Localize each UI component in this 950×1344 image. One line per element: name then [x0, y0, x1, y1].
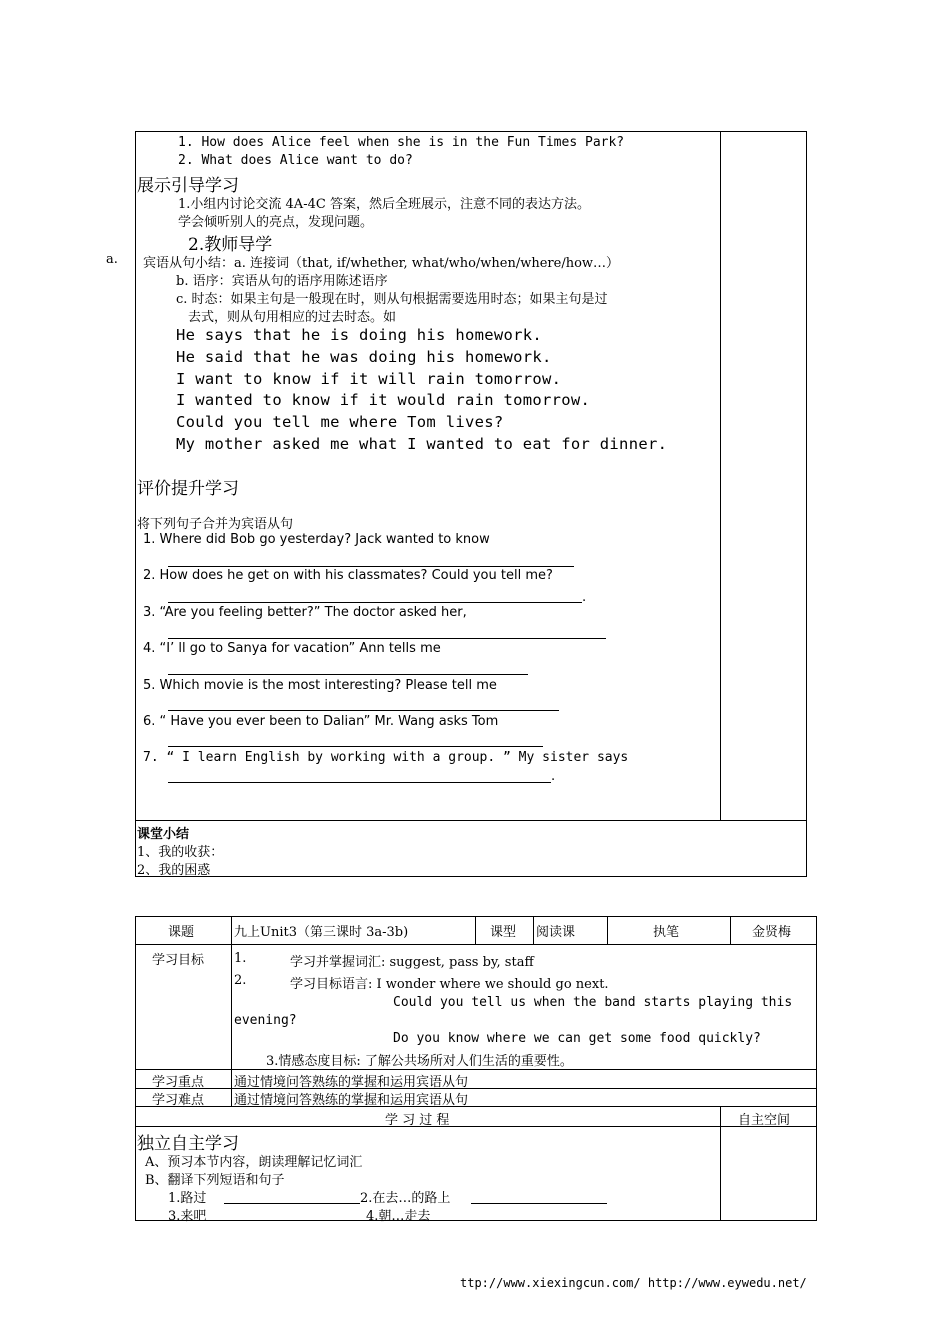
table2-col-writer-label [607, 916, 608, 944]
item-a: A、预习本节内容，朗读理解记忆词汇 [145, 1155, 363, 1170]
display-item-1-cont: 学会倾听别人的亮点，发现问题。 [178, 215, 374, 230]
table1-border-right [806, 131, 807, 877]
table2-col-topic [231, 916, 232, 1106]
eval-instruction: 将下列句子合并为宾语从句 [137, 517, 294, 532]
table1-border-bottom [135, 876, 807, 877]
table2-process-bottom [135, 1126, 817, 1127]
exercise-5: 5. Which movie is the most interesting? Please tell me [143, 678, 497, 693]
exercise-3: 3. “Are you feeling better?” The doctor asked her, [143, 605, 467, 620]
question-1: 1. How does Alice feel when she is in the Fun Times Park? [178, 135, 625, 150]
example-2: He said that he was doing his homework. [176, 348, 552, 366]
example-6: My mother asked me what I wanted to eat for dinner. [176, 435, 668, 453]
exercise-1: 1. Where did Bob go yesterday? Jack wanted to know [143, 532, 490, 547]
exercise-6: 6. “ Have you ever been to Dalian” Mr. Wang asks Tom [143, 714, 499, 729]
question-2: 2. What does Alice want to do? [178, 153, 413, 168]
exercise-7: 7. “ I learn English by working with a group. ” My sister says [143, 750, 629, 765]
exercise-6-blank[interactable] [168, 746, 543, 747]
summary-b: b. 语序：宾语从句的语序用陈述语序 [176, 274, 388, 289]
exercise-1-blank[interactable] [168, 566, 574, 567]
summary-gain: 1、我的收获： [137, 845, 224, 860]
type-label: 课型 [490, 925, 517, 940]
display-item-2: 2.教师导学 [188, 235, 273, 255]
difficulty-value: 通过情境问答熟练的掌握和运用宾语从句 [234, 1093, 469, 1108]
margin-label-a: a. [106, 252, 118, 267]
exercise-2-period: . [582, 590, 587, 605]
exercise-7-blank[interactable] [168, 782, 551, 783]
goal-2-line-3: evening? [234, 1013, 297, 1028]
table2-col-writer-value [730, 916, 731, 944]
phrase-4-blank[interactable] [447, 1220, 595, 1221]
focus-value: 通过情境问答熟练的掌握和运用宾语从句 [234, 1075, 469, 1090]
goal-2-line-4: Do you know where we can get some food quickly? [393, 1031, 761, 1046]
process-label: 学 习 过 程 [385, 1113, 450, 1128]
table2-col-space [720, 1106, 721, 1220]
goal-2: 学习目标语言: I wonder where we should go next. [290, 977, 609, 992]
example-3: I want to know if it will rain tomorrow. [176, 370, 562, 388]
table1-border-top [135, 131, 807, 132]
summary-c: c. 时态：如果主句是一般现在时，则从句根据需要选用时态；如果主句是过 [176, 292, 608, 307]
item-b: B、翻译下列短语和句子 [145, 1173, 285, 1188]
goal-1-num: 1. [234, 951, 247, 966]
summary-confusion: 2、我的困惑 [137, 863, 211, 878]
goal-3: 3.情感态度目标: 了解公共场所对人们生活的重要性。 [266, 1054, 573, 1069]
section-display-heading: 展示引导学习 [137, 176, 239, 196]
table1-divider-row [135, 820, 807, 821]
space-label: 自主空间 [738, 1113, 791, 1128]
goals-label: 学习目标 [152, 953, 205, 968]
exercise-4: 4. “I’ ll go to Sanya for vacation” Ann tells me [143, 641, 441, 656]
phrase-2-blank[interactable] [471, 1203, 607, 1204]
display-item-1: 1.小组内讨论交流 4A-4C 答案，然后全班展示，注意不同的表达方法。 [178, 197, 590, 212]
writer-value: 金贤梅 [752, 925, 792, 940]
exercise-7-period: . [551, 769, 556, 784]
phrase-1: 1.路过 [168, 1191, 207, 1206]
table2-goals-bottom [135, 1069, 817, 1070]
footer-url: ttp://www.xiexingcun.com/ http://www.eywedu.net/ [460, 1276, 807, 1290]
topic-label: 课题 [168, 925, 195, 940]
exercise-4-blank[interactable] [168, 674, 528, 675]
phrase-1-blank[interactable] [224, 1203, 360, 1204]
section-eval-heading: 评价提升学习 [137, 479, 239, 499]
focus-label: 学习重点 [152, 1075, 205, 1090]
goal-1: 学习并掌握词汇: suggest, pass by, staff [290, 955, 534, 970]
summary-a: 宾语从句小结：a. 连接词（that, if/whether, what/who/when/where/how…） [143, 256, 620, 271]
phrase-3: 3.来吧 [168, 1209, 207, 1224]
topic-value: 九上Unit3（第三课时 3a-3b) [234, 925, 409, 940]
example-1: He says that he is doing his homework. [176, 326, 543, 344]
table1-border-left [135, 131, 136, 877]
table2-border-top [135, 916, 817, 917]
exercise-3-blank[interactable] [168, 638, 606, 639]
phrase-3-blank[interactable] [240, 1220, 365, 1221]
self-study-heading: 独立自主学习 [137, 1134, 239, 1154]
phrase-4: 4.朝…走去 [366, 1209, 431, 1224]
writer-label: 执笔 [653, 925, 680, 940]
class-summary-title: 课堂小结 [137, 827, 190, 842]
table1-divider-col [720, 131, 721, 821]
table2-header-bottom [135, 944, 817, 945]
table2-col-type-value [533, 916, 534, 944]
goal-2-num: 2. [234, 973, 247, 988]
exercise-2: 2. How does he get on with his classmates? Could you tell me? [143, 568, 553, 583]
exercise-2-blank[interactable] [168, 602, 582, 603]
example-5: Could you tell me where Tom lives? [176, 413, 504, 431]
type-value: 阅读课 [536, 925, 576, 940]
example-4: I wanted to know if it would rain tomorrow. [176, 391, 591, 409]
exercise-5-blank[interactable] [168, 710, 559, 711]
table2-col-type-label [475, 916, 476, 944]
summary-c-cont: 去式，则从句用相应的过去时态。如 [188, 310, 397, 325]
difficulty-label: 学习难点 [152, 1093, 205, 1108]
goal-2-line-2: Could you tell us when the band starts playing this [393, 995, 793, 1010]
phrase-2: 2.在去…的路上 [360, 1191, 451, 1206]
